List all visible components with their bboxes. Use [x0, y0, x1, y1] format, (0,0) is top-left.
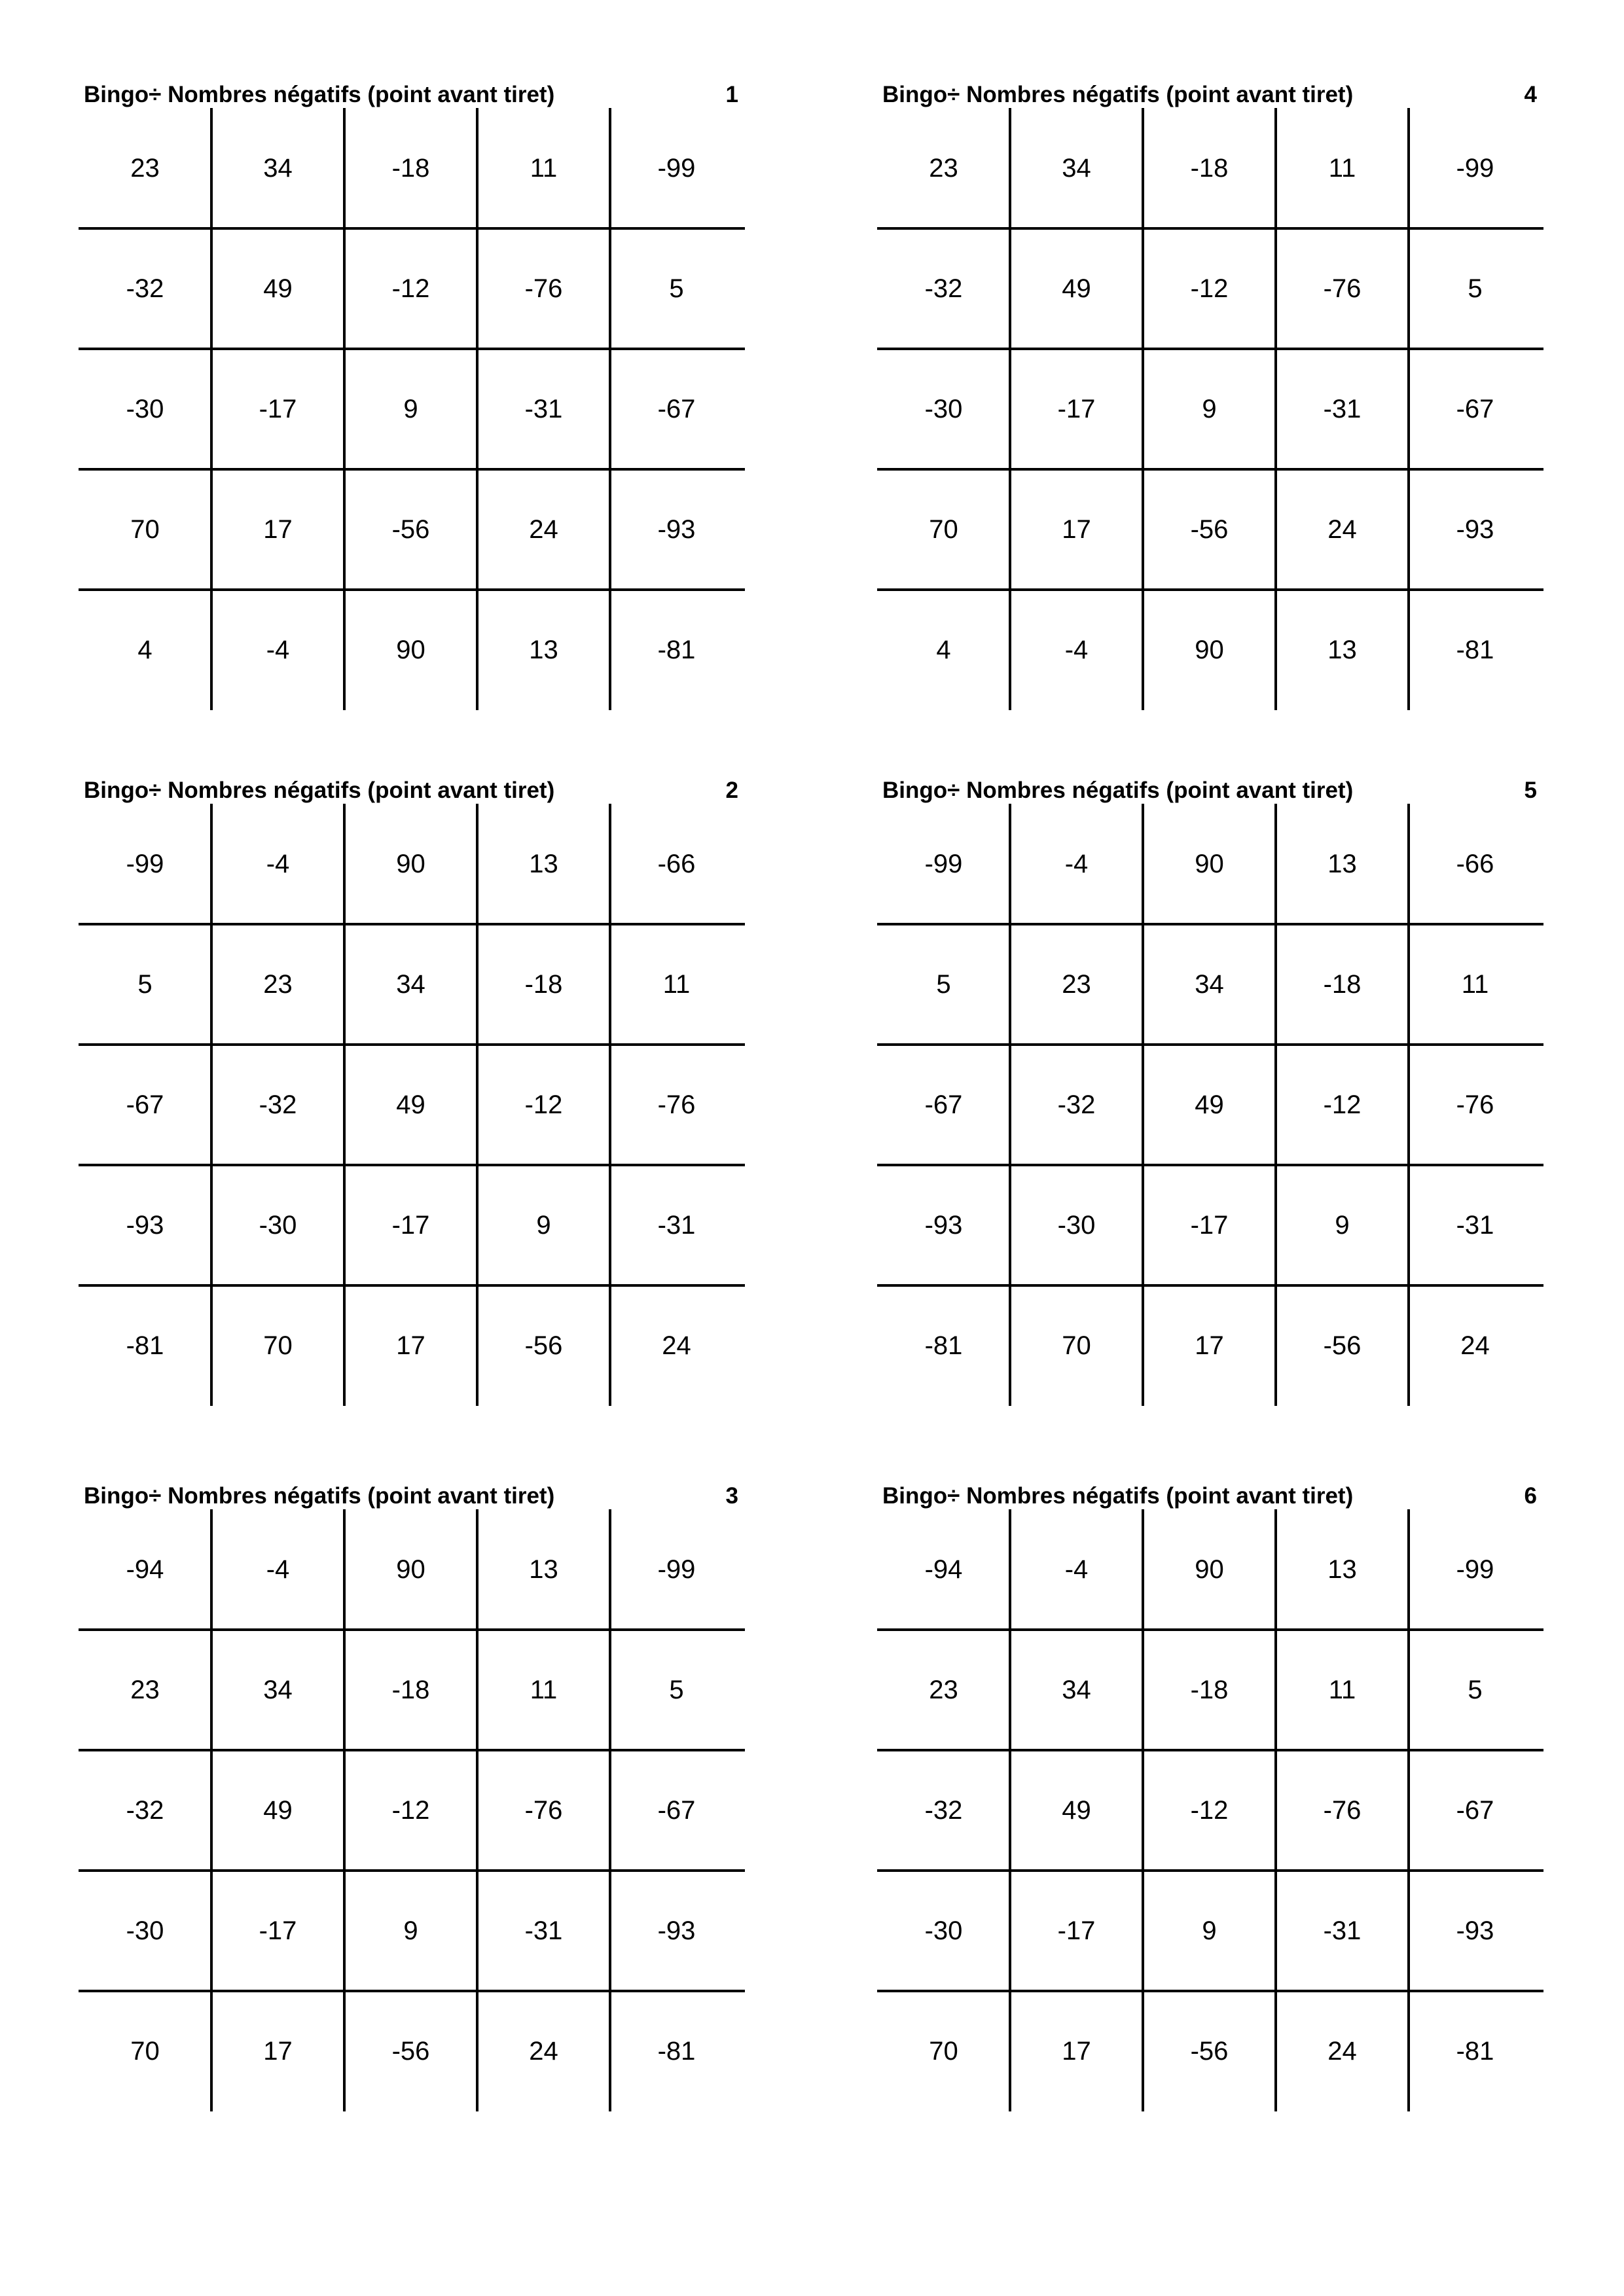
card-title: Bingo÷ Nombres négatifs (point avant tiret)	[84, 82, 555, 107]
grid-column-divider	[1274, 804, 1277, 1406]
bingo-cell: -67	[924, 1090, 963, 1119]
grid-row-divider	[877, 1628, 1543, 1631]
bingo-cell: 11	[1328, 153, 1356, 183]
bingo-cell: 9	[403, 1916, 418, 1945]
bingo-cell: -18	[1190, 153, 1229, 183]
bingo-cell: 90	[396, 635, 425, 664]
bingo-cell: -81	[1456, 635, 1494, 664]
bingo-cell: 17	[1195, 1331, 1224, 1360]
bingo-cell: -99	[1456, 153, 1494, 183]
grid-row-divider	[79, 923, 745, 925]
bingo-cell: -12	[1190, 274, 1229, 303]
bingo-cell: 24	[1460, 1331, 1490, 1360]
grid-column-divider	[1274, 108, 1277, 710]
bingo-cell: -4	[266, 849, 290, 878]
bingo-cell: -94	[924, 1554, 963, 1584]
card-number: 2	[725, 778, 738, 803]
bingo-cell: 70	[929, 2036, 958, 2066]
bingo-card	[79, 82, 745, 736]
grid-row-divider	[79, 588, 745, 591]
bingo-cell: -4	[266, 635, 290, 664]
bingo-grid	[79, 1509, 745, 2111]
bingo-cell: -31	[657, 1210, 696, 1240]
grid-column-divider	[609, 108, 611, 710]
bingo-cell: 4	[936, 635, 951, 664]
bingo-cell: -67	[1456, 394, 1494, 423]
bingo-cell: -17	[259, 1916, 297, 1945]
bingo-cell: -32	[259, 1090, 297, 1119]
bingo-cell: -76	[524, 274, 563, 303]
bingo-cell: 11	[530, 153, 558, 183]
grid-column-divider	[210, 108, 213, 710]
bingo-cell: 17	[396, 1331, 425, 1360]
bingo-cell: 24	[1327, 514, 1357, 544]
grid-column-divider	[1009, 804, 1011, 1406]
bingo-grid	[79, 804, 745, 1406]
bingo-cell: -30	[126, 1916, 164, 1945]
bingo-cell: 9	[1202, 1916, 1217, 1945]
bingo-cell: 49	[1195, 1090, 1224, 1119]
bingo-cell: 34	[1195, 969, 1224, 999]
grid-column-divider	[210, 804, 213, 1406]
grid-row-divider	[877, 1990, 1543, 1992]
bingo-cell: -4	[266, 1554, 290, 1584]
grid-column-divider	[1407, 108, 1410, 710]
grid-row-divider	[877, 348, 1543, 350]
bingo-cell: 13	[529, 1554, 558, 1584]
bingo-cell: -17	[259, 394, 297, 423]
bingo-cell: -93	[657, 1916, 696, 1945]
bingo-cell: 34	[263, 1675, 293, 1704]
bingo-cell: 9	[1202, 394, 1217, 423]
grid-row-divider	[877, 588, 1543, 591]
bingo-cell: 90	[1195, 635, 1224, 664]
grid-row-divider	[877, 227, 1543, 230]
bingo-cell: -12	[1190, 1795, 1229, 1825]
bingo-card	[877, 1483, 1543, 2138]
card-number: 6	[1524, 1483, 1537, 1509]
bingo-cell: -18	[524, 969, 563, 999]
card-title: Bingo÷ Nombres négatifs (point avant tiret)	[882, 82, 1354, 107]
bingo-cell: 9	[536, 1210, 551, 1240]
grid-column-divider	[476, 804, 478, 1406]
bingo-cell: 70	[929, 514, 958, 544]
grid-row-divider	[79, 1749, 745, 1751]
grid-row-divider	[877, 1284, 1543, 1287]
bingo-cell: -81	[1456, 2036, 1494, 2066]
bingo-cell: 23	[929, 1675, 958, 1704]
bingo-cell: -30	[259, 1210, 297, 1240]
bingo-cell: -31	[1323, 1916, 1362, 1945]
bingo-cell: -17	[1057, 1916, 1096, 1945]
bingo-cell: 5	[669, 1675, 684, 1704]
bingo-cell: -18	[391, 153, 430, 183]
card-number: 3	[725, 1483, 738, 1509]
bingo-cell: 90	[1195, 849, 1224, 878]
bingo-cell: -66	[657, 849, 696, 878]
bingo-cell: -99	[657, 1554, 696, 1584]
bingo-cell: -30	[1057, 1210, 1096, 1240]
bingo-cell: 70	[130, 514, 160, 544]
bingo-cell: -93	[1456, 514, 1494, 544]
bingo-card	[79, 1483, 745, 2138]
bingo-cell: 13	[1327, 849, 1357, 878]
bingo-cell: 17	[263, 514, 293, 544]
bingo-cell: -32	[126, 274, 164, 303]
bingo-cell: -81	[657, 2036, 696, 2066]
bingo-cell: 24	[529, 514, 558, 544]
grid-column-divider	[1142, 108, 1144, 710]
bingo-cell: -56	[1190, 2036, 1229, 2066]
bingo-cell: -17	[1057, 394, 1096, 423]
bingo-cell: -4	[1064, 849, 1089, 878]
bingo-card	[877, 778, 1543, 1432]
bingo-cell: 90	[1195, 1554, 1224, 1584]
grid-column-divider	[1009, 1509, 1011, 2111]
bingo-cell: -93	[657, 514, 696, 544]
bingo-cell: 5	[1468, 274, 1483, 303]
card-number: 5	[1524, 778, 1537, 803]
bingo-cell: -32	[924, 274, 963, 303]
bingo-cell: -99	[126, 849, 164, 878]
card-title: Bingo÷ Nombres négatifs (point avant tiret)	[84, 778, 555, 803]
bingo-cell: 23	[929, 153, 958, 183]
bingo-cell: 23	[263, 969, 293, 999]
bingo-cell: -4	[1064, 635, 1089, 664]
bingo-cell: 70	[263, 1331, 293, 1360]
card-title: Bingo÷ Nombres négatifs (point avant tiret)	[84, 1483, 555, 1509]
bingo-cell: -66	[1456, 849, 1494, 878]
bingo-cell: -12	[524, 1090, 563, 1119]
bingo-cell: 17	[263, 2036, 293, 2066]
bingo-card	[877, 82, 1543, 736]
bingo-cell: -93	[1456, 1916, 1494, 1945]
card-title: Bingo÷ Nombres négatifs (point avant tiret)	[882, 1483, 1354, 1509]
grid-row-divider	[79, 1284, 745, 1287]
bingo-cell: 24	[662, 1331, 691, 1360]
bingo-cell: -93	[924, 1210, 963, 1240]
grid-column-divider	[1142, 1509, 1144, 2111]
bingo-cell: -94	[126, 1554, 164, 1584]
card-title: Bingo÷ Nombres négatifs (point avant tiret)	[882, 778, 1354, 803]
bingo-cell: -32	[924, 1795, 963, 1825]
bingo-cell: 24	[529, 2036, 558, 2066]
bingo-cell: -67	[126, 1090, 164, 1119]
bingo-cell: -67	[1456, 1795, 1494, 1825]
bingo-cell: -76	[1456, 1090, 1494, 1119]
bingo-cell: 23	[130, 153, 160, 183]
bingo-cell: 34	[263, 153, 293, 183]
bingo-cell: 11	[1328, 1675, 1356, 1704]
bingo-cell: -56	[391, 514, 430, 544]
bingo-cell: -76	[1323, 274, 1362, 303]
bingo-grid	[877, 1509, 1543, 2111]
bingo-cell: 17	[1062, 2036, 1091, 2066]
grid-column-divider	[1142, 804, 1144, 1406]
bingo-cell: -81	[924, 1331, 963, 1360]
bingo-cell: -76	[657, 1090, 696, 1119]
bingo-cell: -30	[924, 1916, 963, 1945]
bingo-cell: 34	[396, 969, 425, 999]
bingo-cell: 23	[130, 1675, 160, 1704]
bingo-cell: -56	[1323, 1331, 1362, 1360]
bingo-cell: 13	[529, 849, 558, 878]
bingo-cell: -81	[657, 635, 696, 664]
bingo-cell: 5	[1468, 1675, 1483, 1704]
grid-row-divider	[79, 468, 745, 471]
bingo-cell: -81	[126, 1331, 164, 1360]
bingo-cell: -32	[126, 1795, 164, 1825]
grid-row-divider	[877, 1043, 1543, 1046]
bingo-cell: 49	[1062, 274, 1091, 303]
grid-row-divider	[79, 1990, 745, 1992]
bingo-cell: -17	[1190, 1210, 1229, 1240]
bingo-cell: 11	[530, 1675, 558, 1704]
card-number: 1	[725, 82, 738, 107]
grid-row-divider	[877, 923, 1543, 925]
bingo-cell: -18	[1323, 969, 1362, 999]
bingo-cell: -17	[391, 1210, 430, 1240]
grid-row-divider	[877, 1869, 1543, 1872]
bingo-cell: 49	[263, 274, 293, 303]
bingo-cell: -4	[1064, 1554, 1089, 1584]
bingo-cell: 70	[1062, 1331, 1091, 1360]
bingo-cell: 11	[1461, 969, 1489, 999]
grid-row-divider	[79, 1869, 745, 1872]
grid-column-divider	[343, 108, 346, 710]
grid-row-divider	[877, 1749, 1543, 1751]
grid-column-divider	[609, 1509, 611, 2111]
bingo-cell: -12	[391, 1795, 430, 1825]
grid-column-divider	[210, 1509, 213, 2111]
grid-column-divider	[476, 1509, 478, 2111]
grid-column-divider	[1009, 108, 1011, 710]
grid-row-divider	[79, 227, 745, 230]
bingo-cell: 4	[137, 635, 153, 664]
bingo-cell: -99	[657, 153, 696, 183]
bingo-cell: -67	[657, 1795, 696, 1825]
bingo-grid	[79, 108, 745, 710]
bingo-cell: -30	[126, 394, 164, 423]
grid-column-divider	[1407, 804, 1410, 1406]
grid-row-divider	[877, 468, 1543, 471]
bingo-grid	[877, 804, 1543, 1406]
grid-column-divider	[343, 804, 346, 1406]
bingo-cell: -67	[657, 394, 696, 423]
bingo-cell: 90	[396, 1554, 425, 1584]
bingo-cell: -32	[1057, 1090, 1096, 1119]
bingo-cell: 34	[1062, 1675, 1091, 1704]
bingo-cell: -18	[391, 1675, 430, 1704]
bingo-cell: 5	[936, 969, 951, 999]
grid-column-divider	[1407, 1509, 1410, 2111]
bingo-cell: -99	[924, 849, 963, 878]
bingo-cell: 49	[396, 1090, 425, 1119]
bingo-cell: 70	[130, 2036, 160, 2066]
bingo-cell: 9	[1335, 1210, 1350, 1240]
bingo-cell: -31	[1456, 1210, 1494, 1240]
bingo-grid	[877, 108, 1543, 710]
bingo-cell: 9	[403, 394, 418, 423]
grid-column-divider	[1274, 1509, 1277, 2111]
grid-row-divider	[79, 1164, 745, 1166]
bingo-cell: -76	[524, 1795, 563, 1825]
grid-column-divider	[609, 804, 611, 1406]
bingo-cell: -31	[524, 394, 563, 423]
bingo-cell: -30	[924, 394, 963, 423]
bingo-cell: 17	[1062, 514, 1091, 544]
bingo-cell: 24	[1327, 2036, 1357, 2066]
bingo-cell: -99	[1456, 1554, 1494, 1584]
bingo-cell: 5	[137, 969, 153, 999]
grid-row-divider	[79, 1628, 745, 1631]
bingo-cell: -12	[1323, 1090, 1362, 1119]
bingo-cell: -31	[1323, 394, 1362, 423]
grid-column-divider	[343, 1509, 346, 2111]
bingo-cell: -93	[126, 1210, 164, 1240]
bingo-cell: 13	[529, 635, 558, 664]
bingo-cell: 49	[1062, 1795, 1091, 1825]
grid-row-divider	[79, 1043, 745, 1046]
bingo-cell: 11	[662, 969, 691, 999]
bingo-cell: 34	[1062, 153, 1091, 183]
grid-row-divider	[877, 1164, 1543, 1166]
bingo-cell: 49	[263, 1795, 293, 1825]
bingo-cell: -12	[391, 274, 430, 303]
bingo-cell: -31	[524, 1916, 563, 1945]
bingo-cell: -18	[1190, 1675, 1229, 1704]
bingo-cell: 90	[396, 849, 425, 878]
bingo-cell: 13	[1327, 1554, 1357, 1584]
bingo-cell: -56	[1190, 514, 1229, 544]
card-number: 4	[1524, 82, 1537, 107]
bingo-cell: 13	[1327, 635, 1357, 664]
bingo-cell: 5	[669, 274, 684, 303]
bingo-cell: 23	[1062, 969, 1091, 999]
bingo-cell: -56	[524, 1331, 563, 1360]
grid-column-divider	[476, 108, 478, 710]
bingo-cell: -56	[391, 2036, 430, 2066]
bingo-card	[79, 778, 745, 1432]
bingo-cell: -76	[1323, 1795, 1362, 1825]
grid-row-divider	[79, 348, 745, 350]
